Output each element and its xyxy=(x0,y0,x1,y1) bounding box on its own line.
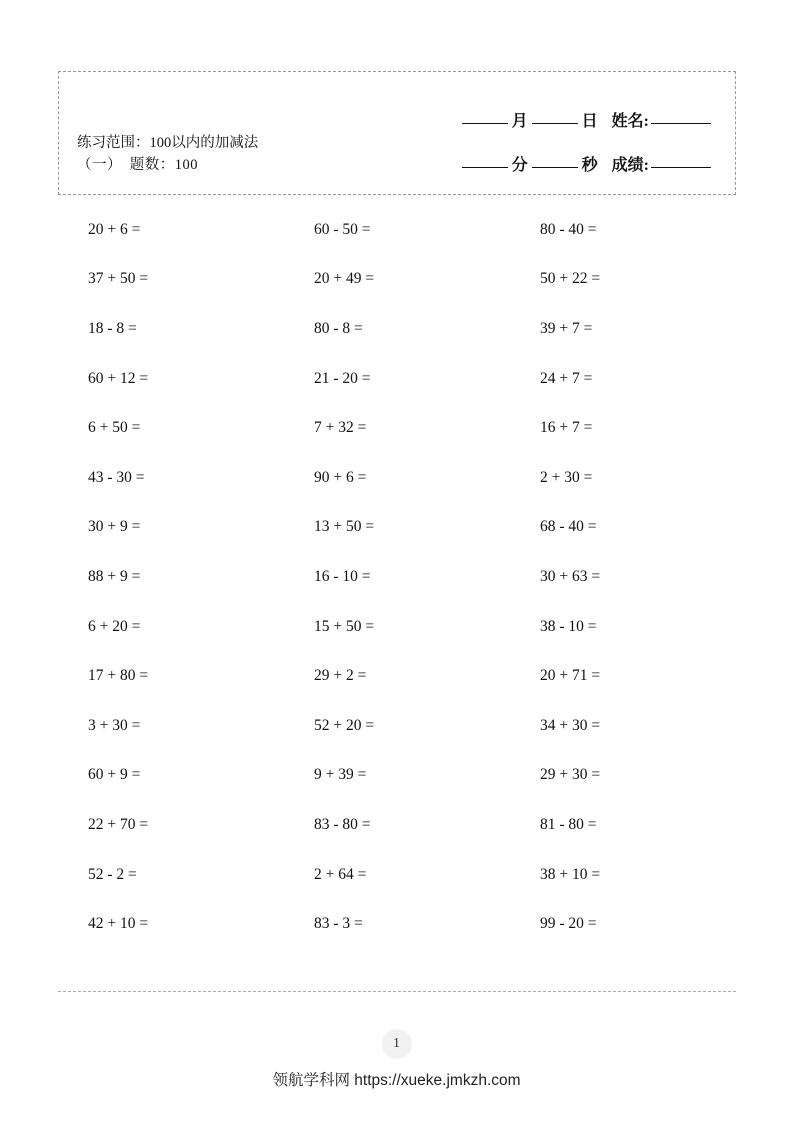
problem-cell[interactable]: 34 + 30 = xyxy=(540,716,601,734)
problem-row xyxy=(58,800,736,850)
problem-cell[interactable]: 17 + 80 = xyxy=(88,667,149,685)
problem-cell[interactable]: 37 + 50 = xyxy=(88,270,149,288)
problem-cell[interactable]: 15 + 50 = xyxy=(314,617,375,635)
page-number-value: 1 xyxy=(382,1029,412,1059)
problem-cell[interactable]: 6 + 20 = xyxy=(88,617,141,635)
problem-row xyxy=(58,453,736,503)
problem-cell[interactable]: 30 + 63 = xyxy=(540,567,601,585)
day-blank[interactable] xyxy=(532,123,578,124)
problem-row xyxy=(58,899,736,949)
problem-row xyxy=(58,503,736,553)
second-label: 秒 xyxy=(581,157,598,174)
problem-cell[interactable]: 43 - 30 = xyxy=(88,468,145,486)
problem-row xyxy=(58,403,736,453)
problem-cell[interactable]: 16 - 10 = xyxy=(314,567,371,585)
problem-row xyxy=(58,701,736,751)
practice-set: （一） 题数：100 xyxy=(77,157,198,173)
problem-cell[interactable]: 20 + 71 = xyxy=(540,667,601,685)
problem-cell[interactable]: 60 - 50 = xyxy=(314,220,371,238)
problem-row xyxy=(58,602,736,652)
problem-row xyxy=(58,651,736,701)
problem-cell[interactable]: 68 - 40 = xyxy=(540,518,597,536)
problem-cell[interactable]: 52 + 20 = xyxy=(314,716,375,734)
problem-cell[interactable]: 38 + 10 = xyxy=(540,865,601,883)
time-row xyxy=(458,144,713,188)
header-box xyxy=(58,71,736,195)
score-blank[interactable] xyxy=(651,167,711,168)
problem-cell[interactable]: 99 - 20 = xyxy=(540,915,597,933)
problem-cell[interactable]: 90 + 6 = xyxy=(314,468,367,486)
problem-row xyxy=(58,255,736,305)
month-blank[interactable] xyxy=(462,123,508,124)
problem-cell[interactable]: 2 + 64 = xyxy=(314,865,367,883)
day-label: 日 xyxy=(581,113,598,130)
problem-cell[interactable]: 2 + 30 = xyxy=(540,468,593,486)
problem-row xyxy=(58,354,736,404)
problem-cell[interactable]: 13 + 50 = xyxy=(314,518,375,536)
name-label: 姓名: xyxy=(611,113,649,130)
problem-cell[interactable]: 16 + 7 = xyxy=(540,419,593,437)
student-info-fields xyxy=(458,100,713,188)
problem-cell[interactable]: 39 + 7 = xyxy=(540,319,593,337)
problem-cell[interactable]: 7 + 32 = xyxy=(314,419,367,437)
problem-cell[interactable]: 81 - 80 = xyxy=(540,815,597,833)
second-blank[interactable] xyxy=(532,167,578,168)
watermark: 领航学科网 https://xueke.jmkzh.com xyxy=(272,1072,521,1089)
problem-cell[interactable]: 60 + 9 = xyxy=(88,766,141,784)
problem-cell[interactable]: 9 + 39 = xyxy=(314,766,367,784)
problem-cell[interactable]: 30 + 9 = xyxy=(88,518,141,536)
minute-blank[interactable] xyxy=(462,167,508,168)
page-number xyxy=(0,1029,793,1059)
problem-cell[interactable]: 88 + 9 = xyxy=(88,567,141,585)
name-blank[interactable] xyxy=(651,123,711,124)
problem-cell[interactable]: 29 + 2 = xyxy=(314,667,367,685)
date-row xyxy=(458,100,713,144)
problem-cell[interactable]: 83 - 3 = xyxy=(314,915,363,933)
score-label: 成绩: xyxy=(611,157,649,174)
problem-row xyxy=(58,751,736,801)
problem-cell[interactable]: 60 + 12 = xyxy=(88,369,149,387)
problem-cell[interactable]: 24 + 7 = xyxy=(540,369,593,387)
problem-cell[interactable]: 20 + 6 = xyxy=(88,220,141,238)
problem-cell[interactable]: 21 - 20 = xyxy=(314,369,371,387)
problem-cell[interactable]: 38 - 10 = xyxy=(540,617,597,635)
problem-cell[interactable]: 42 + 10 = xyxy=(88,915,149,933)
problem-row xyxy=(58,304,736,354)
problem-cell[interactable]: 6 + 50 = xyxy=(88,419,141,437)
problem-row xyxy=(58,552,736,602)
problem-cell[interactable]: 83 - 80 = xyxy=(314,815,371,833)
problem-cell[interactable]: 18 - 8 = xyxy=(88,319,137,337)
problem-cell[interactable]: 29 + 30 = xyxy=(540,766,601,784)
problem-cell[interactable]: 3 + 30 = xyxy=(88,716,141,734)
problem-row xyxy=(58,205,736,255)
practice-info xyxy=(77,132,258,176)
problems-grid xyxy=(58,205,736,949)
problem-cell[interactable]: 80 - 40 = xyxy=(540,220,597,238)
problem-cell[interactable]: 20 + 49 = xyxy=(314,270,375,288)
problem-cell[interactable]: 80 - 8 = xyxy=(314,319,363,337)
month-label: 月 xyxy=(511,113,528,130)
footer-divider xyxy=(58,991,736,992)
problem-cell[interactable]: 50 + 22 = xyxy=(540,270,601,288)
problem-cell[interactable]: 52 - 2 = xyxy=(88,865,137,883)
minute-label: 分 xyxy=(511,157,528,174)
problem-cell[interactable]: 22 + 70 = xyxy=(88,815,149,833)
practice-scope: 练习范围：100以内的加减法 xyxy=(77,135,259,151)
problem-row xyxy=(58,850,736,900)
